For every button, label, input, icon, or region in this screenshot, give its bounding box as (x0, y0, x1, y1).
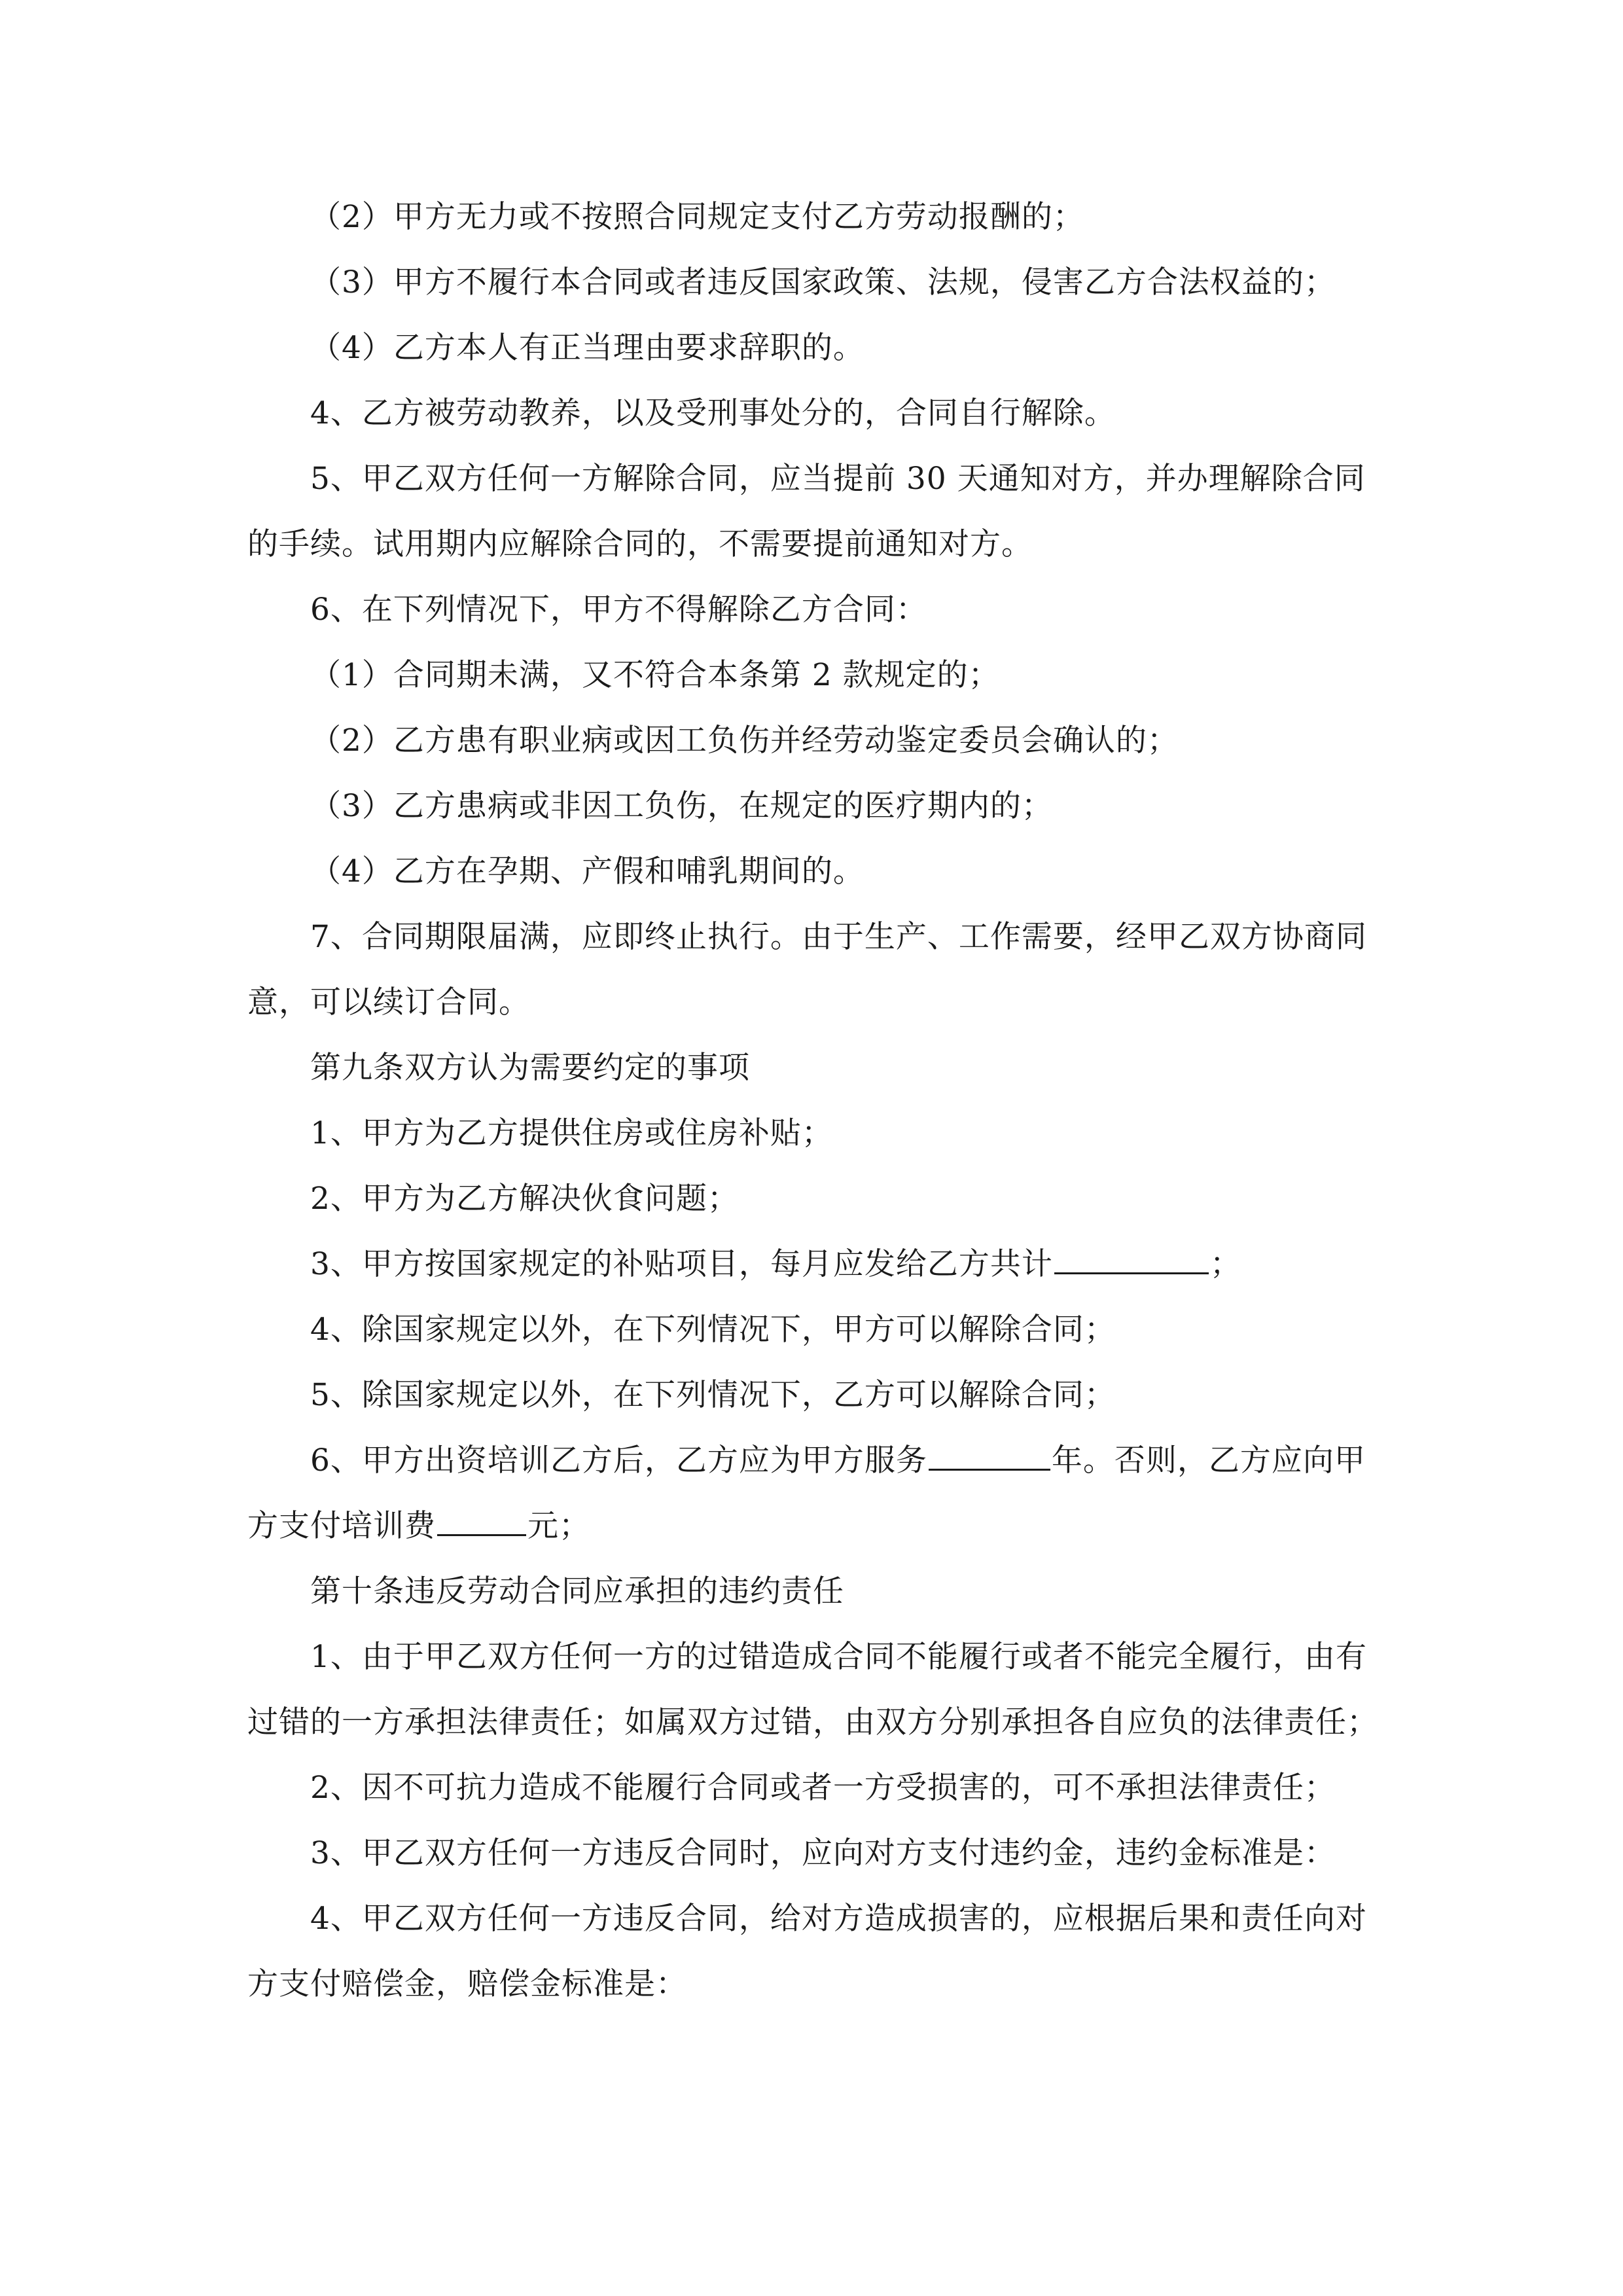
fill-in-blank-fee[interactable] (437, 1505, 526, 1536)
paragraph: 5、除国家规定以外，在下列情况下，乙方可以解除合同； (310, 1377, 1116, 1413)
paragraph: （3）甲方不履行本合同或者违反国家政策、法规，侵害乙方合法权益的； (310, 264, 1336, 300)
paragraph: 6、在下列情况下，甲方不得解除乙方合同： (310, 592, 927, 628)
document-body (247, 185, 1386, 2017)
paragraph-with-blank (247, 1232, 1386, 1297)
paragraph-text: 6、甲方出资培训乙方后，乙方应为甲方服务 (310, 1443, 927, 1479)
paragraph: （2）乙方患有职业病或因工负伤并经劳动鉴定委员会确认的； (310, 723, 1179, 759)
paragraph: 4、甲乙双方任何一方违反合同，给对方造成损害的，应根据后果和责任向对方支付赔偿金，赔偿金标准是： (247, 1901, 1367, 2002)
paragraph: 7、合同期限届满，应即终止执行。由于生产、工作需要，经甲乙双方协商同意，可以续订合同。 (247, 919, 1367, 1020)
paragraph: 3、甲乙双方任何一方违反合同时，应向对方支付违约金，违约金标准是： (310, 1835, 1336, 1871)
paragraph: 4、乙方被劳动教养，以及受刑事处分的，合同自行解除。 (310, 395, 1116, 431)
paragraph: 1、由于甲乙双方任何一方的过错造成合同不能履行或者不能完全履行，由有过错的一方承担法律责任；如属双方过错，由双方分别承担各自应负的法律责任； (247, 1639, 1378, 1740)
paragraph-with-blank (247, 1428, 1386, 1559)
paragraph-text: 元； (527, 1508, 590, 1544)
paragraph: 4、除国家规定以外，在下列情况下，甲方可以解除合同； (310, 1312, 1116, 1348)
paragraph: （2）甲方无力或不按照合同规定支付乙方劳动报酬的； (310, 199, 1084, 235)
paragraph-text: ； (1209, 1246, 1241, 1282)
paragraph: 1、甲方为乙方提供住房或住房补贴； (310, 1115, 833, 1151)
paragraph-text: 3、甲方按国家规定的补贴项目，每月应发给乙方共计 (310, 1246, 1053, 1282)
paragraph: （1）合同期未满，又不符合本条第 2 款规定的； (310, 657, 1000, 693)
fill-in-blank-years[interactable] (929, 1440, 1050, 1471)
paragraph-text: 年。否则，乙方应向甲方支付培训费 (247, 1443, 1366, 1544)
paragraph: （4）乙方本人有正当理由要求辞职的。 (310, 330, 865, 366)
paragraph: 2、甲方为乙方解决伙食问题； (310, 1181, 739, 1217)
fill-in-blank-amount[interactable] (1054, 1244, 1209, 1274)
paragraph: （3）乙方患病或非因工负伤，在规定的医疗期内的； (310, 788, 1053, 824)
paragraph: 5、甲乙双方任何一方解除合同，应当提前 30 天通知对方，并办理解除合同的手续。试用期内应解除合同的，不需要提前通知对方。 (247, 461, 1366, 562)
section-heading: 第九条双方认为需要约定的事项 (310, 1050, 750, 1086)
paragraph: （4）乙方在孕期、产假和哺乳期间的。 (310, 853, 865, 889)
paragraph: 2、因不可抗力造成不能履行合同或者一方受损害的，可不承担法律责任； (310, 1770, 1336, 1806)
section-heading: 第十条违反劳动合同应承担的违约责任 (310, 1573, 844, 1609)
